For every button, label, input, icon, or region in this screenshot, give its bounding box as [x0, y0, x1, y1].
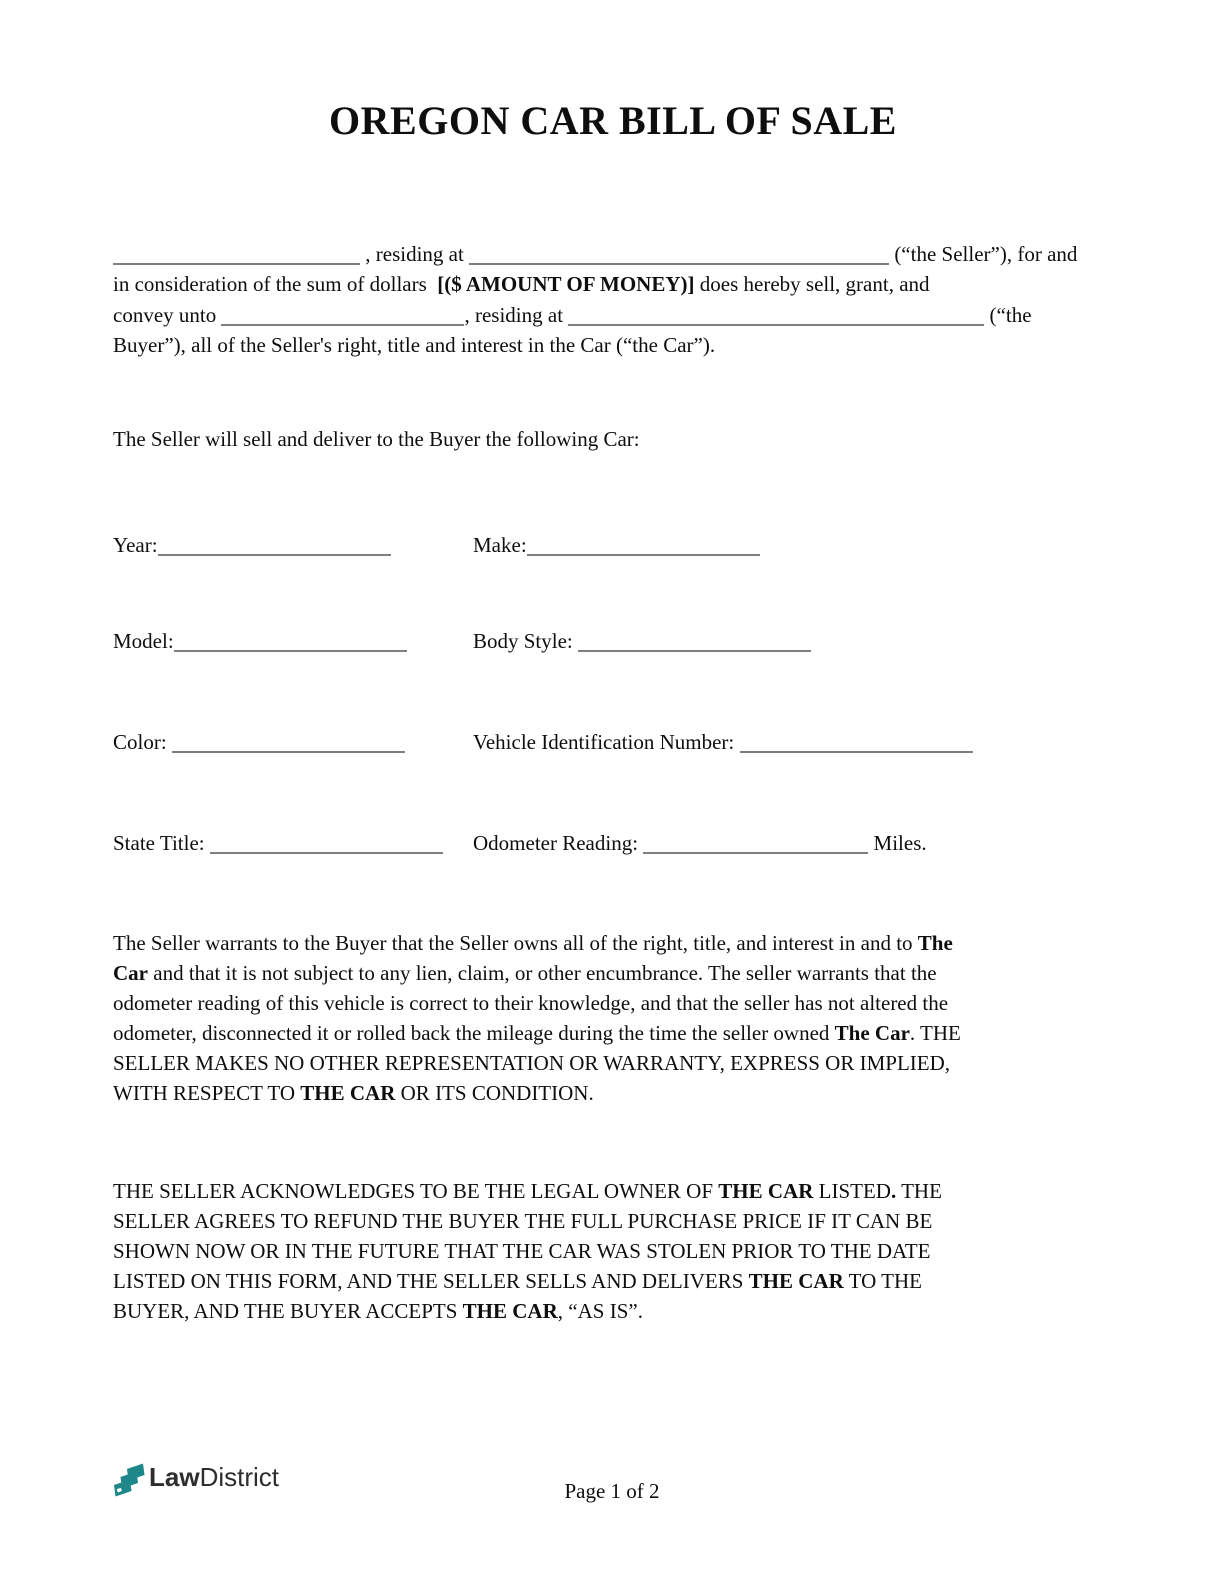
bold-run: THE CAR — [748, 1269, 844, 1293]
text-line — [113, 1206, 1113, 1236]
page-number: Page 1 of 2 — [564, 1479, 660, 1503]
blank-model — [174, 629, 407, 652]
bold-run: . — [890, 1179, 897, 1203]
field-label-body-style: Body Style: — [473, 629, 579, 653]
blank-make — [527, 533, 760, 556]
field-row-year-make — [113, 529, 1113, 560]
field-row-color-vin — [113, 726, 1113, 757]
text-run: , residing at — [464, 303, 569, 327]
text-run: and that it is not subject to any lien, claim, or other encumbrance. The seller warrants that the — [148, 961, 937, 985]
field-color — [113, 726, 473, 757]
logo-word-district: District — [199, 1462, 280, 1492]
text-run: odometer reading of this vehicle is correct to their knowledge, and that the seller has not altered the — [113, 991, 949, 1015]
deliver-statement: The Seller will sell and deliver to the Buyer the following Car: — [113, 427, 640, 451]
bold-run: [($ AMOUNT OF MONEY)] — [437, 272, 695, 296]
text-run: (“the Seller”), for and — [889, 242, 1078, 266]
field-row-model-bodystyle — [113, 625, 1113, 656]
blank-odometer — [643, 831, 868, 854]
text-line — [113, 1296, 1113, 1326]
field-suffix-miles: Miles. — [868, 831, 927, 855]
bold-run: Car — [113, 961, 148, 985]
warranty-paragraph — [113, 928, 1113, 1108]
bold-run: THE CAR — [300, 1081, 396, 1105]
text-line — [113, 238, 1113, 269]
bold-run: The — [917, 931, 953, 955]
blank-body-style — [578, 629, 811, 652]
field-vin — [473, 726, 1113, 757]
blank-year — [158, 533, 391, 556]
blank-vin — [740, 730, 973, 753]
text-line — [113, 1048, 1113, 1078]
text-run: SHOWN NOW OR IN THE FUTURE THAT THE CAR WAS STOLEN PRIOR TO THE DATE — [113, 1239, 931, 1263]
bold-run: THE CAR — [718, 1179, 814, 1203]
field-odometer — [473, 827, 1113, 858]
field-label-odometer: Odometer Reading: — [473, 831, 644, 855]
text-line — [113, 269, 1113, 299]
field-row-statetitle-odometer — [113, 827, 1113, 858]
field-label-make: Make: — [473, 533, 527, 557]
text-line — [113, 1236, 1113, 1266]
text-run: LISTED ON THIS FORM, AND THE SELLER SELLS AND DELIVERS — [113, 1269, 749, 1293]
text-run: in consideration of the sum of dollars — [113, 272, 438, 296]
text-run: TO THE — [843, 1269, 922, 1293]
blank-line — [113, 242, 360, 265]
blank-color — [172, 730, 405, 753]
text-line — [113, 1078, 1113, 1108]
text-run: odometer, disconnected it or rolled back the mileage during the time the seller owned — [113, 1021, 835, 1045]
text-run: SELLER AGREES TO REFUND THE BUYER THE FULL PURCHASE PRICE IF IT CAN BE — [113, 1209, 933, 1233]
text-line — [113, 1266, 1113, 1296]
acknowledgement-paragraph — [113, 1176, 1113, 1326]
text-line — [113, 299, 1113, 330]
text-line — [113, 988, 1113, 1018]
text-run: , residing at — [360, 242, 470, 266]
text-line — [113, 958, 1113, 988]
text-run: . THE — [909, 1021, 961, 1045]
field-label-year: Year: — [113, 533, 158, 557]
blank-line — [568, 303, 984, 326]
text-run: does hereby sell, grant, and — [694, 272, 930, 296]
blank-state-title — [210, 831, 443, 854]
field-label-state-title: State Title: — [113, 831, 210, 855]
blank-line — [221, 303, 464, 326]
logo-word-law: Law — [149, 1462, 200, 1492]
text-run: OR ITS CONDITION. — [395, 1081, 594, 1105]
field-label-color: Color: — [113, 730, 172, 754]
text-run: WITH RESPECT TO — [113, 1081, 301, 1105]
text-run: BUYER, AND THE BUYER ACCEPTS — [113, 1299, 463, 1323]
field-label-model: Model: — [113, 629, 174, 653]
text-run: Buyer”), all of the Seller's right, title and interest in the Car (“the Car”). — [113, 333, 716, 357]
text-line — [113, 1176, 1113, 1206]
text-run: LISTED — [813, 1179, 891, 1203]
field-label-vin: Vehicle Identification Number: — [473, 730, 740, 754]
text-run: (“the — [984, 303, 1032, 327]
text-run: , “AS IS”. — [557, 1299, 643, 1323]
field-body-style — [473, 625, 1113, 656]
text-run: convey unto — [113, 303, 222, 327]
text-run: THE SELLER ACKNOWLEDGES TO BE THE LEGAL OWNER OF — [113, 1179, 719, 1203]
field-model — [113, 625, 473, 656]
field-year — [113, 529, 473, 560]
text-run: The Seller warrants to the Buyer that the Seller owns all of the right, title, and interest in and to — [113, 931, 918, 955]
text-line — [113, 330, 1113, 360]
page-title: OREGON CAR BILL OF SALE — [329, 98, 897, 143]
text-line — [113, 928, 1113, 958]
text-line — [113, 1018, 1113, 1048]
text-run: SELLER MAKES NO OTHER REPRESENTATION OR WARRANTY, EXPRESS OR IMPLIED, — [113, 1051, 951, 1075]
bold-run: The Car — [834, 1021, 910, 1045]
text-run: THE — [896, 1179, 942, 1203]
blank-line — [469, 242, 889, 265]
intro-paragraph — [113, 238, 1113, 360]
bold-run: THE CAR — [462, 1299, 558, 1323]
field-make — [473, 529, 1113, 560]
field-state-title — [113, 827, 473, 858]
